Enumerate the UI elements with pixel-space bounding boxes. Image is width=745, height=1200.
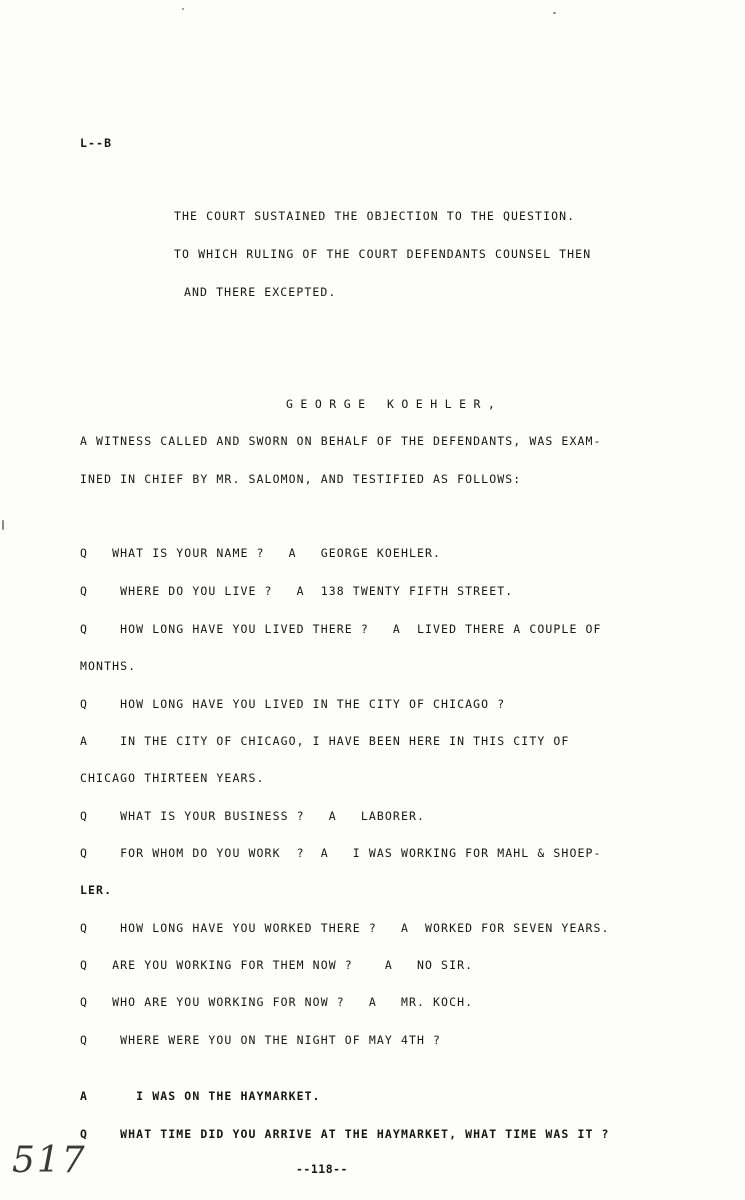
page-number: --118-- xyxy=(296,1162,348,1176)
testimony-line: Q WHERE WERE YOU ON THE NIGHT OF MAY 4TH ? xyxy=(80,1033,442,1047)
handwritten-margin-number: 517 xyxy=(12,1140,87,1181)
testimony-line: Q HOW LONG HAVE YOU WORKED THERE ? A WORKED FOR SEVEN YEARS. xyxy=(80,921,610,935)
ruling-line: TO WHICH RULING OF THE COURT DEFENDANTS COUNSEL THEN xyxy=(174,247,592,261)
ruling-line: AND THERE EXCEPTED. xyxy=(184,285,337,299)
page-reference: L--B xyxy=(80,136,113,150)
testimony-line: Q WHAT IS YOUR NAME ? A GEORGE KOEHLER. xyxy=(80,546,442,560)
paper-speck xyxy=(553,12,556,14)
witness-intro-line: A WITNESS CALLED AND SWORN ON BEHALF OF THE DEFENDANTS, WAS EXAM- xyxy=(80,434,602,448)
testimony-line: Q ARE YOU WORKING FOR THEM NOW ? A NO SIR. xyxy=(80,958,474,972)
testimony-line: A IN THE CITY OF CHICAGO, I HAVE BEEN HERE IN THIS CITY OF xyxy=(80,734,570,748)
testimony-line: Q HOW LONG HAVE YOU LIVED IN THE CITY OF CHICAGO ? xyxy=(80,697,506,711)
testimony-line: A I WAS ON THE HAYMARKET. xyxy=(80,1089,321,1103)
testimony-line: Q HOW LONG HAVE YOU LIVED THERE ? A LIVED THERE A COUPLE OF xyxy=(80,622,602,636)
testimony-line: Q FOR WHOM DO YOU WORK ? A I WAS WORKING FOR MAHL & SHOEP- xyxy=(80,846,602,860)
testimony-line: MONTHS. xyxy=(80,659,137,673)
testimony-line: Q WHAT IS YOUR BUSINESS ? A LABORER. xyxy=(80,809,426,823)
witness-name: GEORGE KOEHLER, xyxy=(286,397,503,411)
paper-speck xyxy=(182,8,184,10)
ruling-line: THE COURT SUSTAINED THE OBJECTION TO THE QUESTION. xyxy=(174,209,576,223)
testimony-line: Q WHO ARE YOU WORKING FOR NOW ? A MR. KOCH. xyxy=(80,995,474,1009)
testimony-line: LER. xyxy=(80,883,113,897)
testimony-line: CHICAGO THIRTEEN YEARS. xyxy=(80,771,265,785)
witness-intro-line: INED IN CHIEF BY MR. SALOMON, AND TESTIFIED AS FOLLOWS: xyxy=(80,472,522,486)
testimony-line: Q WHAT TIME DID YOU ARRIVE AT THE HAYMARKET, WHAT TIME WAS IT ? xyxy=(80,1127,610,1141)
paper-speck xyxy=(2,520,4,530)
testimony-line: Q WHERE DO YOU LIVE ? A 138 TWENTY FIFTH STREET. xyxy=(80,584,514,598)
